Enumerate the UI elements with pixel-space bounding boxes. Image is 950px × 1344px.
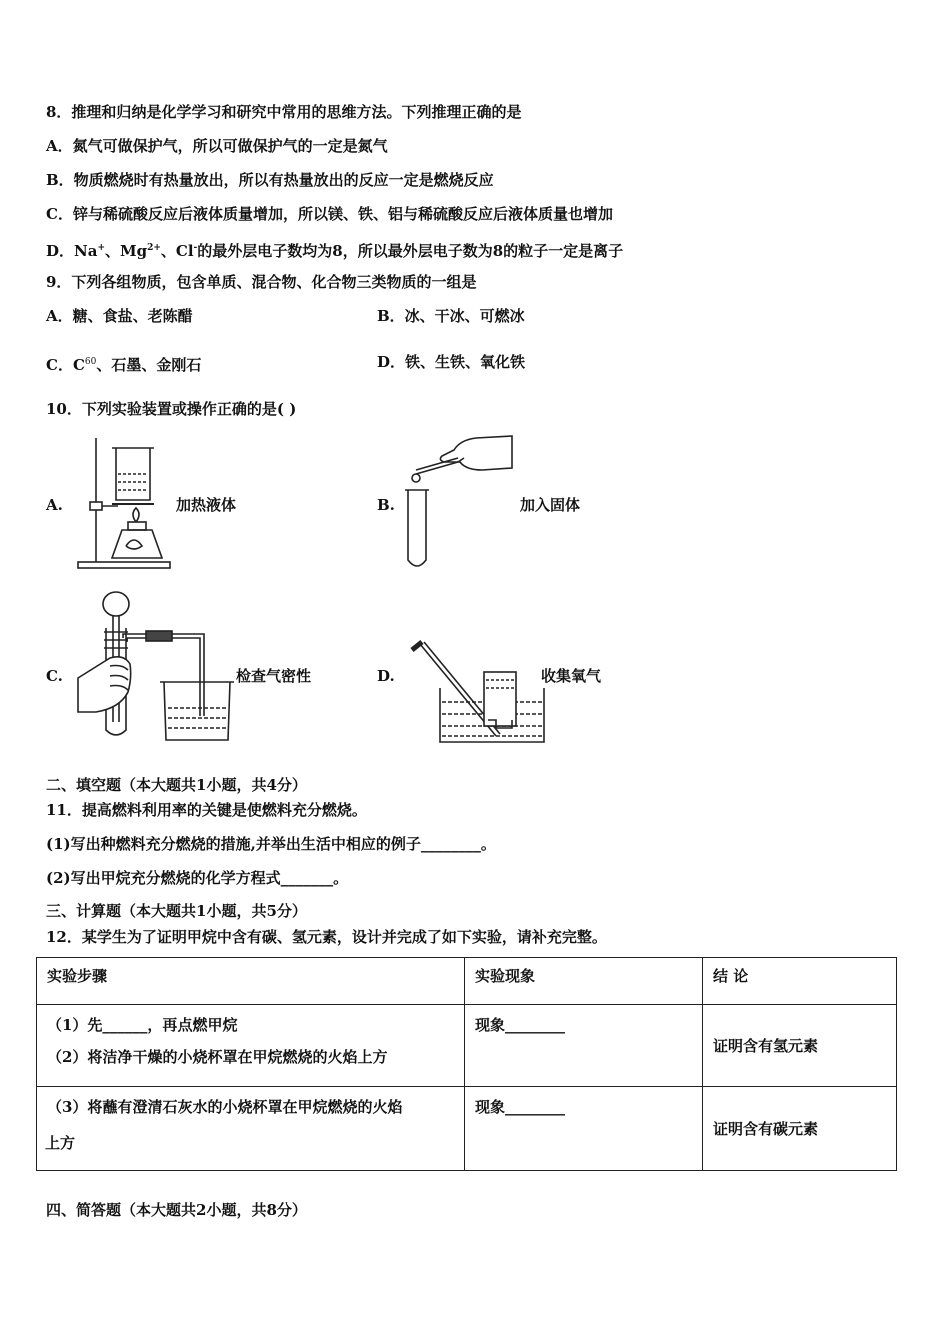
q9-option-b: B．冰、干冰、可燃冰 — [377, 307, 525, 325]
q9-c-sup: 60 — [84, 357, 97, 367]
q10-a-label: 加热液体 — [176, 496, 237, 514]
q10-d-letter: D. — [377, 667, 395, 685]
adding-solid-figure — [400, 432, 518, 574]
q10-b-letter: B. — [377, 496, 395, 514]
q8-option-c: C．锌与稀硫酸反应后液体质量增加，所以镁、铁、铝与稀硫酸反应后液体质量也增加 — [46, 205, 613, 223]
experiment-table — [36, 957, 897, 1171]
row2-conclusion: 证明含有碳元素 — [703, 1087, 897, 1171]
row2-step-line2: 上方 — [45, 1134, 76, 1152]
heating-liquid-figure — [76, 434, 176, 574]
section2-heading: 二、填空题（本大题共1小题，共4分） — [46, 776, 307, 794]
q10-d-label: 收集氧气 — [541, 667, 602, 685]
row2-step-line1: （3）将蘸有澄清石灰水的小烧杯罩在甲烷燃烧的火焰 — [47, 1098, 403, 1116]
row1-phenomenon — [465, 1005, 703, 1087]
q8-d-rest: 的最外层电子数均为8，所以最外层电子数为8的粒子一定是离子 — [197, 242, 624, 260]
header-phenomena: 实验现象 — [465, 958, 703, 1005]
q8-d-mid2: 、Cl — [160, 242, 194, 260]
q8-option-b: B．物质燃烧时有热量放出，所以有热量放出的反应一定是燃烧反应 — [46, 171, 494, 189]
q8-stem: 8．推理和归纳是化学学习和研究中常用的思维方法。下列推理正确的是 — [46, 103, 522, 121]
row1-steps — [37, 1005, 465, 1087]
header-steps: 实验步骤 — [37, 958, 465, 1005]
row1-conclusion: 证明含有氢元素 — [703, 1005, 897, 1087]
q10-stem: 10．下列实验装置或操作正确的是( ) — [46, 400, 297, 418]
q9-option-a: A．糖、食盐、老陈醋 — [46, 307, 193, 325]
q8-d-sup3: - — [193, 243, 198, 253]
q11-part1: (1)写出种燃料充分燃烧的措施,并举出生活中相应的例子________。 — [46, 835, 496, 853]
q10-c-letter: C. — [46, 667, 63, 685]
q9-c-rest: 、石墨、金刚石 — [96, 356, 202, 374]
q8-d-prefix: D．Na — [46, 242, 98, 260]
row1-step2: （2）将洁净干燥的小烧杯罩在甲烷燃烧的火焰上方 — [47, 1048, 388, 1066]
q12-stem: 12．某学生为了证明甲烷中含有碳、氢元素，设计并完成了如下实验，请补充完整。 — [46, 928, 607, 946]
q8-option-d — [46, 238, 623, 261]
q8-d-mid1: 、Mg — [105, 242, 148, 260]
row2-phenomenon-text: 现象________ — [475, 1098, 566, 1116]
q10-c-label: 检查气密性 — [236, 667, 312, 685]
row2-phenomenon — [465, 1087, 703, 1171]
q9-c-prefix: C．C — [46, 356, 85, 374]
row1-phenomenon-text: 现象________ — [475, 1016, 566, 1034]
section3-heading: 三、计算题（本大题共1小题，共5分） — [46, 902, 307, 920]
oxygen-collection-figure — [408, 636, 548, 746]
table-header-row — [37, 958, 897, 1005]
q9-stem: 9．下列各组物质，包含单质、混合物、化合物三类物质的一组是 — [46, 273, 477, 291]
table-row — [37, 1005, 897, 1087]
q8-d-sup2: 2+ — [147, 243, 161, 253]
q10-a-letter: A. — [46, 496, 63, 514]
q8-option-a: A．氮气可做保护气，所以可做保护气的一定是氮气 — [46, 137, 388, 155]
airtightness-check-figure — [76, 588, 236, 744]
section4-heading: 四、简答题（本大题共2小题，共8分） — [46, 1201, 307, 1219]
q11-part2: (2)写出甲烷充分燃烧的化学方程式_______。 — [46, 869, 349, 887]
header-conclusion: 结 论 — [703, 958, 897, 1005]
q9-option-c — [46, 352, 201, 375]
q9-option-d: D．铁、生铁、氧化铁 — [377, 353, 526, 371]
table-row — [37, 1087, 897, 1171]
q8-d-sup1: + — [97, 243, 105, 253]
q10-b-label: 加入固体 — [520, 496, 581, 514]
q11-stem: 11．提高燃料利用率的关键是使燃料充分燃烧。 — [46, 801, 367, 819]
row1-step1: （1）先______，再点燃甲烷 — [47, 1016, 238, 1034]
row2-steps — [37, 1087, 465, 1171]
